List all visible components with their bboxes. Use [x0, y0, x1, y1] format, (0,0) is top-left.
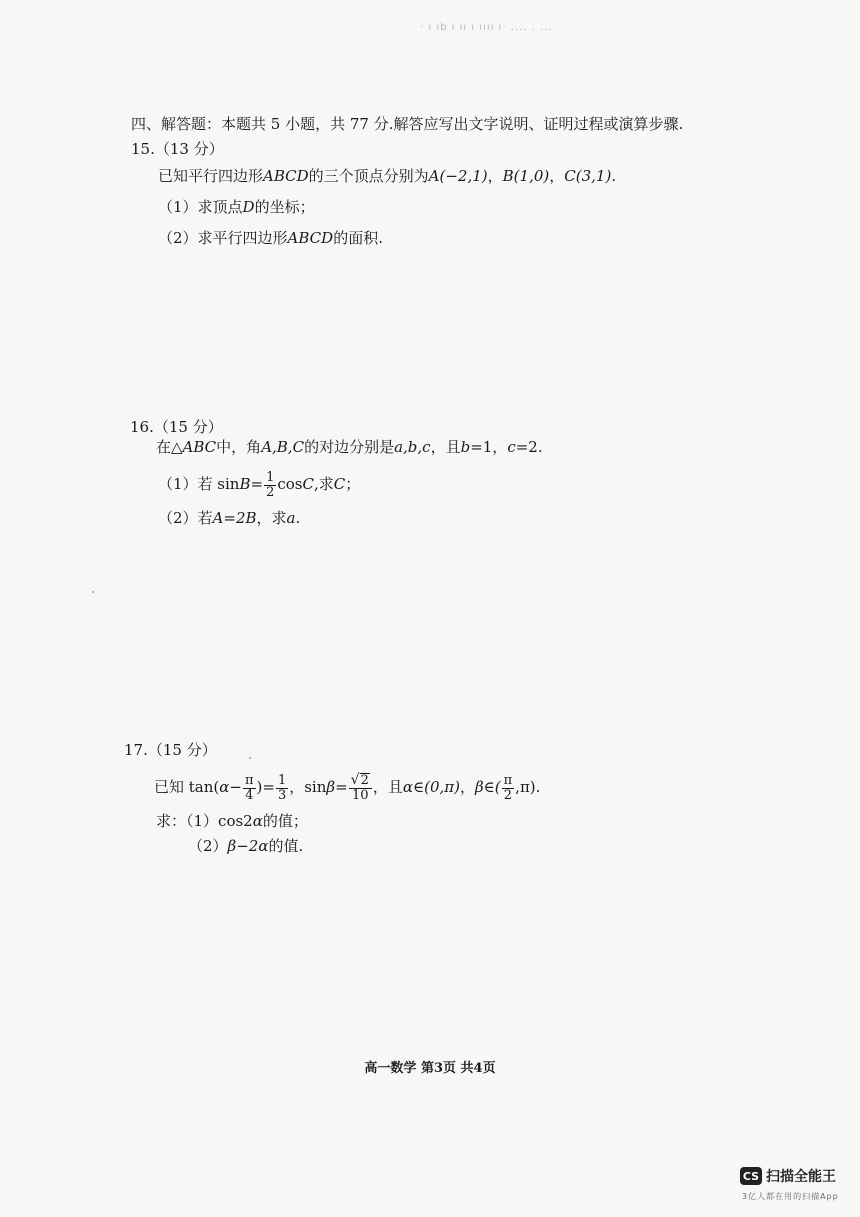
- q16-stem: 在△ABC中，角A,B,C的对边分别是a,b,c，且b=1，c=2.: [156, 438, 543, 456]
- fraction-pi-over-2: $\frac{\pi}{2}$: [503, 772, 513, 803]
- camscanner-logo-icon: CS: [740, 1167, 762, 1185]
- q17-number: 17.（15 分）: [124, 741, 217, 759]
- fraction-pi-over-4: $\frac{\pi}{4}$: [244, 772, 254, 803]
- q16-part2: （2）若A=2B，求a.: [158, 509, 301, 527]
- camscanner-tagline: 3亿人都在用的扫描App: [742, 1192, 839, 1201]
- fraction-root2-over-10: √ 2 10: [349, 773, 372, 803]
- q16-number: 16.（15 分）: [130, 418, 223, 436]
- q15-part1: （1）求顶点D的坐标；: [158, 198, 315, 216]
- q15-number: 15.（13 分）: [131, 140, 224, 158]
- q17-part2: （2）β−2α的值.: [188, 837, 304, 855]
- camscanner-name: 扫描全能王: [766, 1169, 836, 1185]
- q17-ask-part1: 求：（1）cos2α的值；: [156, 812, 308, 830]
- q15-stem: 已知平行四边形ABCD的三个顶点分别为A(−2,1)，B(1,0)，C(3,1).: [158, 167, 617, 185]
- header-smudge: · ı ıb ı ıı ı ıııı ı· .... . ...: [420, 22, 553, 33]
- speck: [92, 591, 94, 593]
- speck: [249, 757, 251, 759]
- section-title: 四、解答题：本题共 5 小题，共 77 分.解答应写出文字说明、证明过程或演算步骤.: [131, 115, 684, 133]
- q15-part2: （2）求平行四边形ABCD的面积.: [158, 229, 383, 247]
- page-footer: 高一数学 第3页 共4页: [364, 1061, 496, 1076]
- q16-part1: （1）若 sinB= $\frac{1}{2}$ cosC,求C；: [158, 469, 361, 500]
- q17-stem: 已知 tan(α− $\frac{\pi}{4}$ )= $\frac{1}{3}$ ，sinβ= √ 2 10 ，且α∈(0,π)，β∈( $\frac{\pi}{2}$ ,π).: [154, 772, 541, 803]
- fraction-one-half: $\frac{1}{2}$: [266, 469, 275, 500]
- fraction-one-third: $\frac{1}{3}$: [277, 772, 287, 803]
